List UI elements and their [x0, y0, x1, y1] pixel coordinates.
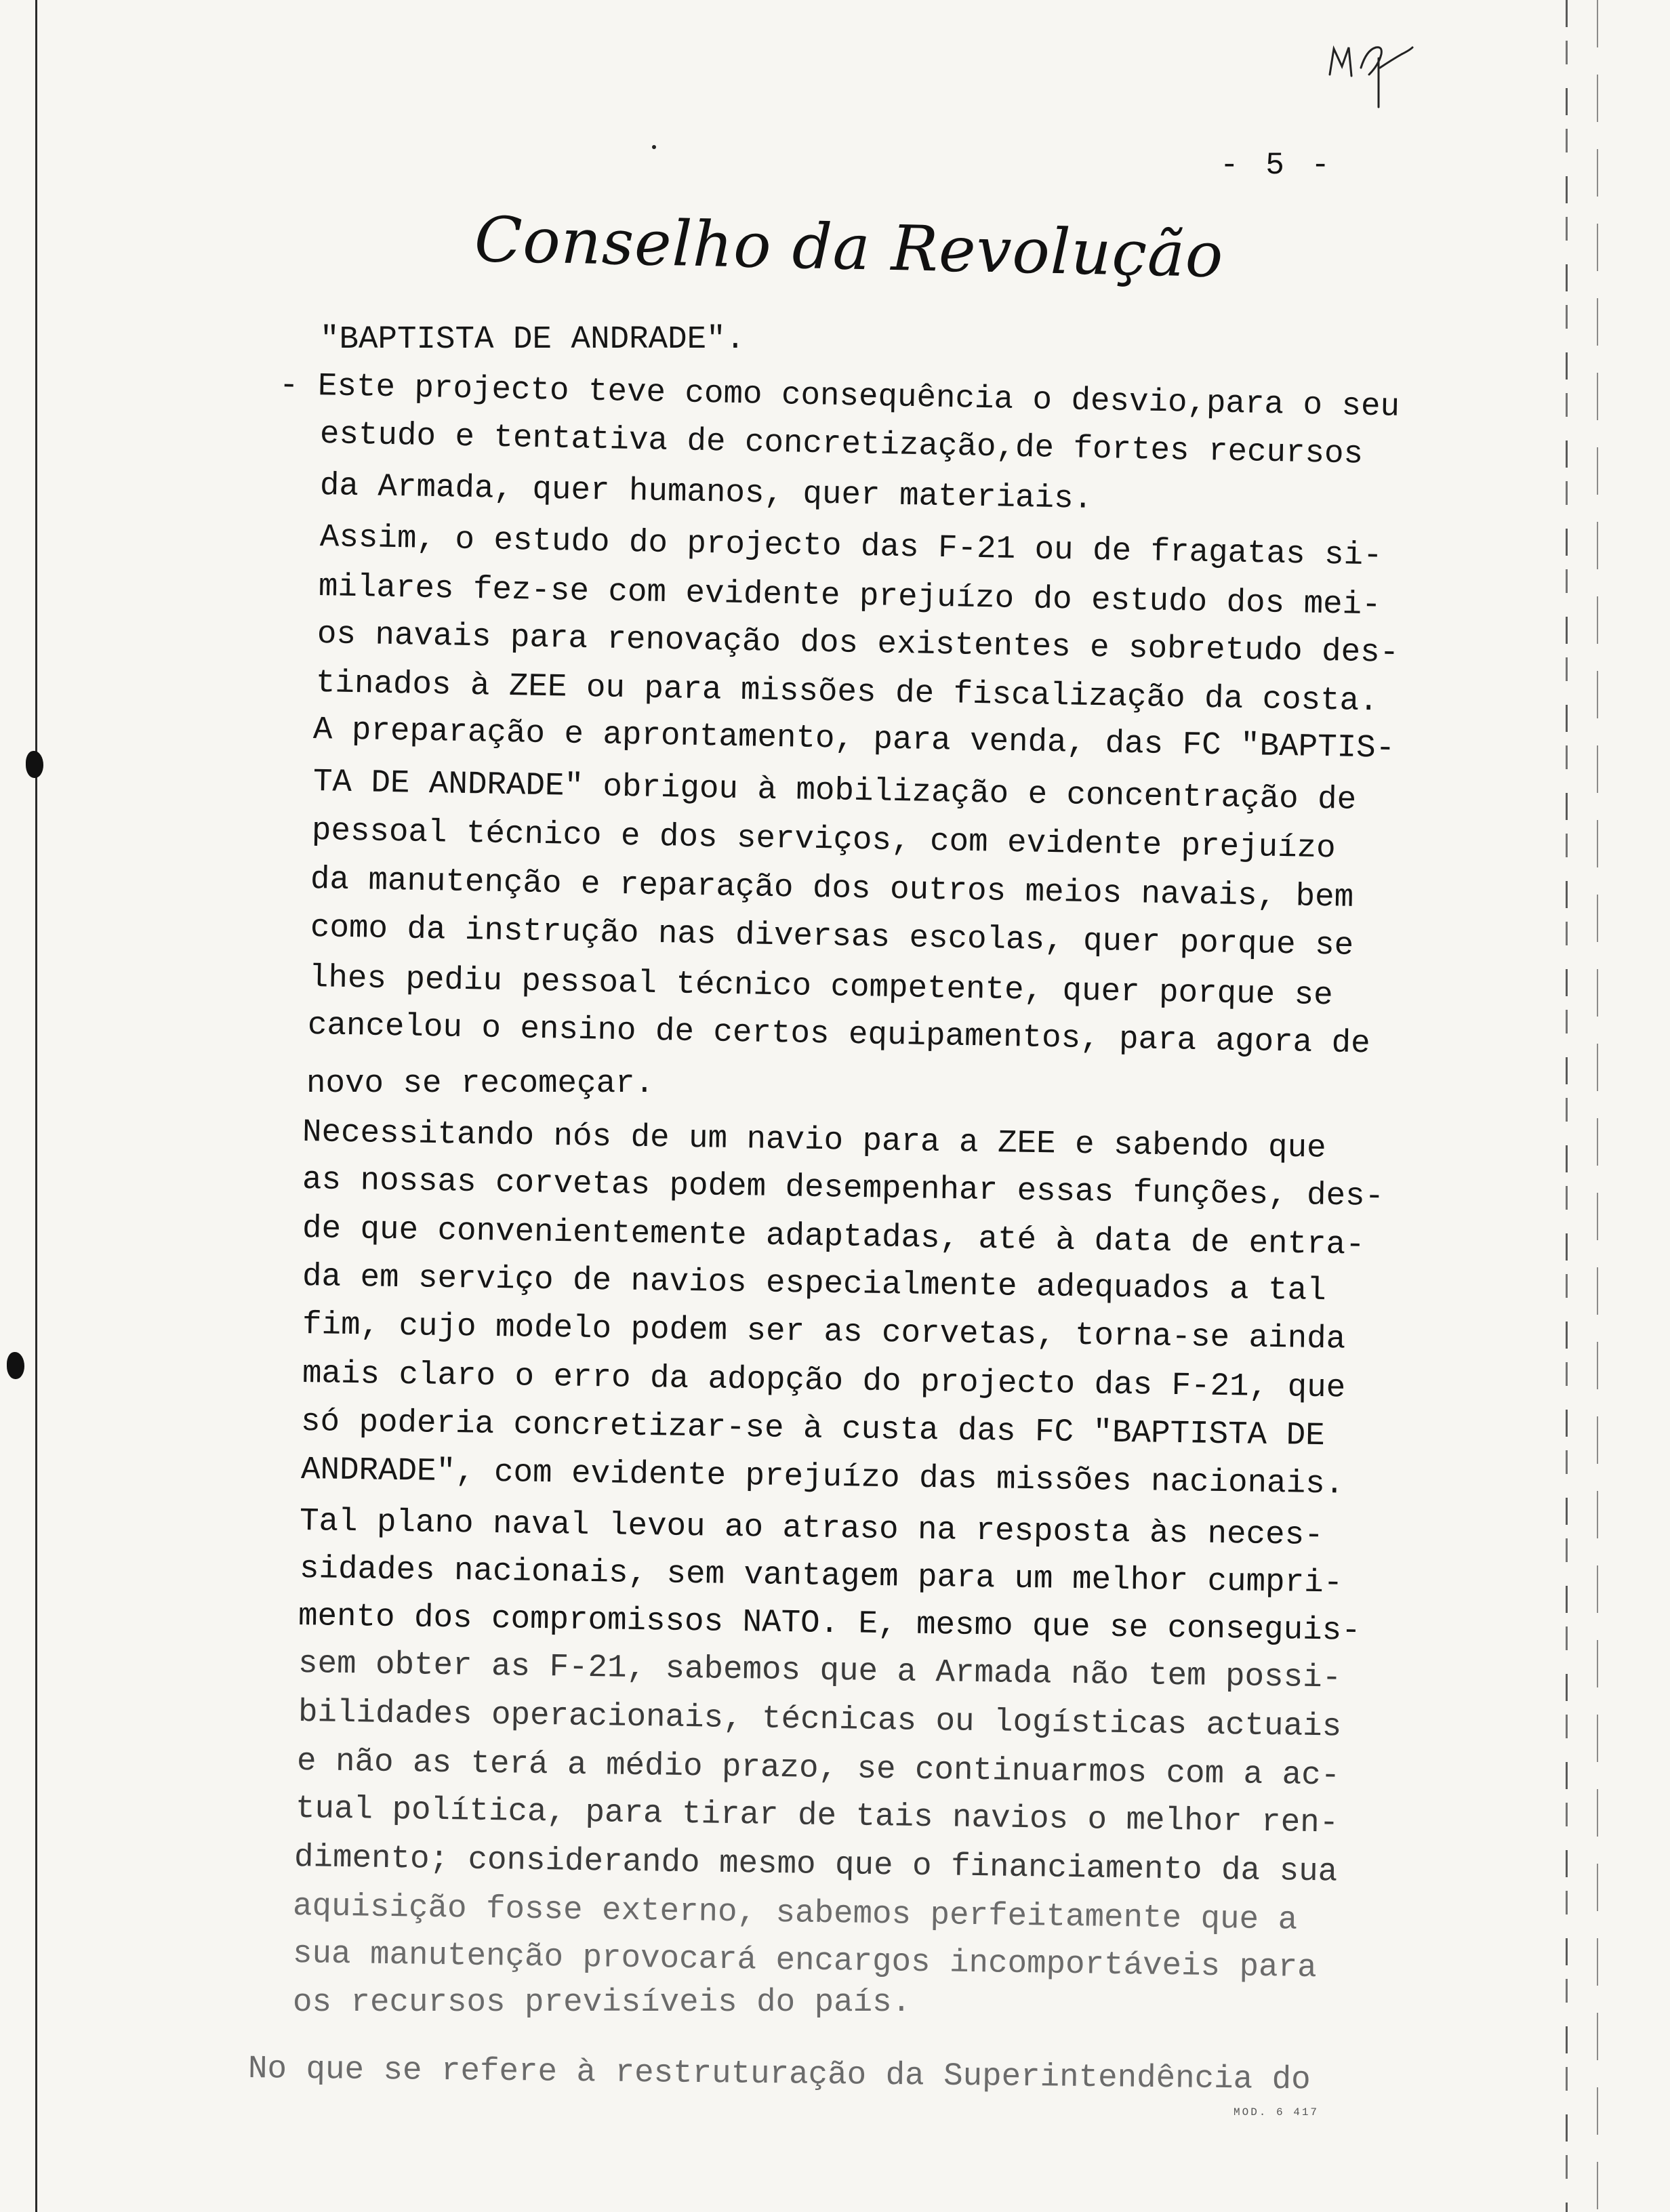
text-line: sem obter as F-21, sabemos que a Armada não tem possi- [298, 1645, 1342, 1697]
text-line: No que se refere à restruturação da Superintendência do [247, 2051, 1311, 2099]
text-line: fim, cujo modelo podem ser as corvetas, torna-se ainda [302, 1307, 1346, 1358]
text-line: tinados à ZEE ou para missões de fiscalização da costa. [315, 665, 1379, 720]
text-line: os recursos previsíveis do país. [293, 1984, 912, 2021]
text-line: lhes pediu pessoal técnico competente, quer porque se [308, 960, 1334, 1015]
text-line: - Este projecto teve como consequência o desvio,para o seu [279, 367, 1400, 426]
text-line: só poderia concretizar-se à custa das FC "BAPTISTA DE [300, 1404, 1325, 1455]
page-number: - 5 - [1220, 148, 1335, 183]
punch-hole-bottom [7, 1352, 24, 1379]
form-code: MOD. 6 417 [1234, 2106, 1320, 2118]
letterhead-title: Conselho da Revolução [473, 203, 1225, 292]
text-line: TA DE ANDRADE" obrigou à mobilização e concentração de [312, 764, 1357, 819]
page-right-border-shadow [1597, 0, 1598, 2212]
text-line: novo se recomeçar. [306, 1065, 655, 1102]
page-right-border [1566, 0, 1568, 2212]
text-line: da Armada, quer humanos, quer materiais. [319, 468, 1093, 518]
handwritten-initials [1322, 27, 1430, 115]
speck [652, 145, 656, 149]
text-line: estudo e tentativa de concretização,de fortes recursos [319, 416, 1364, 473]
text-line: aquisição fosse externo, sabemos perfeitamente que a [292, 1888, 1298, 1939]
text-line: os navais para renovação dos existentes e sobretudo des- [317, 616, 1400, 672]
text-line: da em serviço de navios especialmente adequados a tal [302, 1258, 1326, 1310]
text-line: A preparação e aprontamento, para venda, das FC "BAPTIS- [312, 712, 1396, 767]
text-line: milares fez-se com evidente prejuízo do estudo dos mei- [318, 569, 1382, 624]
text-line: da manutenção e reparação dos outros meios navais, bem [310, 861, 1354, 916]
text-line: como da instrução nas diversas escolas, quer porque se [310, 909, 1354, 964]
text-line: bilidades operacionais, técnicas ou logísticas actuais [298, 1694, 1342, 1746]
text-line: mento dos compromissos NATO. E, mesmo que se conseguis- [298, 1598, 1362, 1650]
page-left-border [35, 0, 37, 2212]
text-line: Tal plano naval levou ao atraso na resposta às neces- [299, 1503, 1324, 1555]
text-line: "BAPTISTA DE ANDRADE". [320, 321, 746, 358]
text-line: e não as terá a médio prazo, se continuarmos com a ac- [296, 1743, 1341, 1795]
text-line: mais claro o erro da adopção do projecto das F-21, que [302, 1355, 1346, 1407]
text-line: as nossas corvetas podem desempenhar essas funções, des- [302, 1162, 1385, 1216]
text-line: tual política, para tirar de tais navios o melhor ren- [295, 1790, 1339, 1842]
text-line: sua manutenção provocará encargos incomportáveis para [292, 1936, 1317, 1987]
text-line: de que convenientemente adaptadas, até à data de entra- [302, 1210, 1366, 1264]
text-line: pessoal técnico e dos serviços, com evidente prejuízo [311, 813, 1337, 867]
text-line: Necessitando nós de um navio para a ZEE e sabendo que [302, 1114, 1326, 1167]
text-line: dimento; considerando mesmo que o financiamento da sua [293, 1839, 1338, 1891]
text-line: Assim, o estudo do projecto das F-21 ou de fragatas si- [319, 519, 1383, 575]
punch-hole-top [26, 751, 43, 778]
text-line: cancelou o ensino de certos equipamentos, para agora de [307, 1007, 1371, 1063]
text-line: sidades nacionais, sem vantagem para um melhor cumpri- [299, 1551, 1343, 1602]
text-line: ANDRADE", com evidente prejuízo das missões nacionais. [300, 1452, 1345, 1503]
